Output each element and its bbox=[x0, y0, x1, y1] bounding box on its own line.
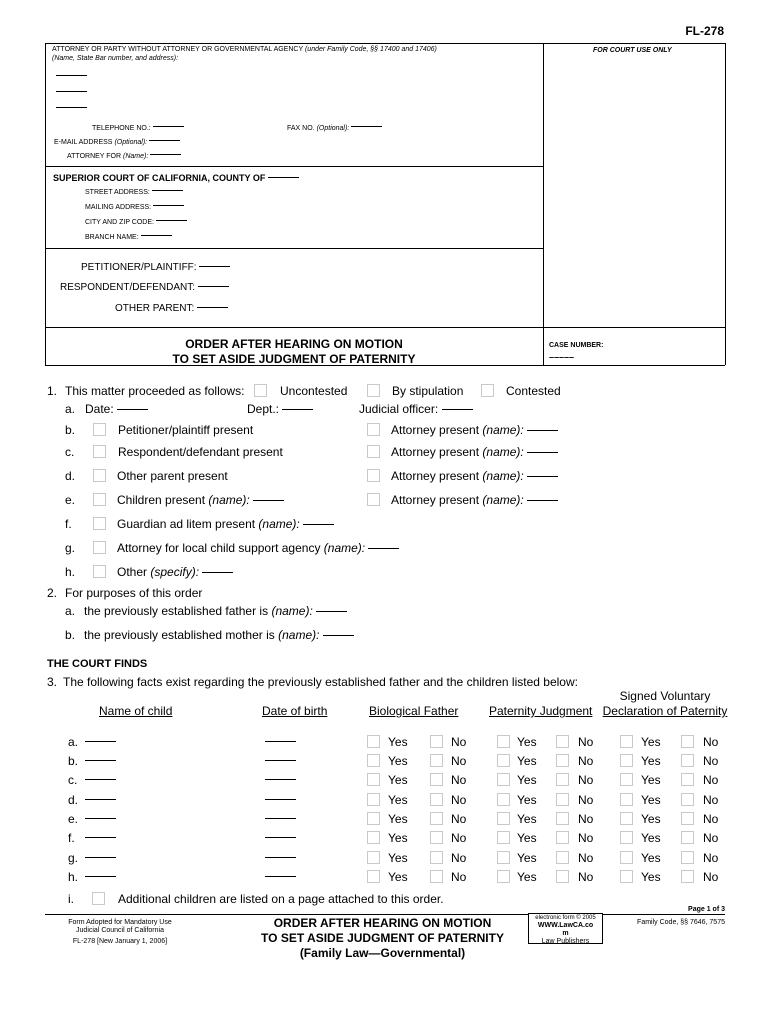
case-number-value[interactable]: ––––– bbox=[549, 352, 575, 362]
footer-title-2: TO SET ASIDE JUDGMENT OF PATERNITY bbox=[261, 931, 504, 945]
bio-no-checkbox[interactable] bbox=[430, 735, 443, 748]
child-name-input[interactable] bbox=[85, 741, 116, 742]
telephone-field[interactable]: TELEPHONE NO.: bbox=[92, 125, 184, 132]
col-paternity-judgment: Paternity Judgment bbox=[489, 704, 593, 718]
child-name-input[interactable] bbox=[85, 779, 116, 780]
item-1a-letter: a. bbox=[65, 402, 76, 416]
judgment-no-label: No bbox=[578, 870, 594, 884]
child-support-attorney-field[interactable]: Attorney for local child support agency (name): bbox=[117, 541, 399, 555]
other-parent-attorney-checkbox[interactable] bbox=[367, 469, 380, 482]
child-dob-input[interactable] bbox=[265, 876, 296, 877]
signed-yes-label: Yes bbox=[641, 793, 661, 807]
case-number-label: CASE NUMBER: bbox=[549, 342, 604, 349]
bio-no-label: No bbox=[451, 870, 467, 884]
child-support-attorney-checkbox[interactable] bbox=[93, 541, 106, 554]
attorney-line-3[interactable] bbox=[56, 107, 87, 108]
signed-no-checkbox[interactable] bbox=[681, 773, 694, 786]
bio-no-label: No bbox=[451, 831, 467, 845]
judgment-yes-checkbox[interactable] bbox=[497, 793, 510, 806]
footer-adopted: Form Adopted for Mandatory Use bbox=[68, 919, 172, 926]
bio-no-label: No bbox=[451, 754, 467, 768]
bio-yes-label: Yes bbox=[388, 870, 408, 884]
respondent-attorney-checkbox[interactable] bbox=[367, 445, 380, 458]
judgment-yes-label: Yes bbox=[517, 773, 537, 787]
children-present-field[interactable]: Children present (name): bbox=[117, 493, 284, 507]
child-row-letter: h. bbox=[68, 870, 79, 884]
item-2-text: For purposes of this order bbox=[65, 586, 203, 600]
bio-no-label: No bbox=[451, 773, 467, 787]
additional-children-label: Additional children are listed on a page attached to this order. bbox=[118, 892, 444, 906]
established-mother-field[interactable]: the previously established mother is (name): bbox=[84, 628, 354, 642]
bio-no-checkbox[interactable] bbox=[430, 851, 443, 864]
form-title-line-2: TO SET ASIDE JUDGMENT OF PATERNITY bbox=[172, 352, 416, 366]
established-father-field[interactable]: the previously established father is (name): bbox=[84, 604, 347, 618]
bio-yes-label: Yes bbox=[388, 793, 408, 807]
bio-no-checkbox[interactable] bbox=[430, 812, 443, 825]
signed-no-checkbox[interactable] bbox=[681, 754, 694, 767]
child-dob-input[interactable] bbox=[265, 741, 296, 742]
attorney-line-2[interactable] bbox=[56, 91, 87, 92]
children-attorney-checkbox[interactable] bbox=[367, 493, 380, 506]
judgment-yes-checkbox[interactable] bbox=[497, 735, 510, 748]
judgment-no-label: No bbox=[578, 831, 594, 845]
uncontested-checkbox[interactable] bbox=[254, 384, 267, 397]
child-dob-input[interactable] bbox=[265, 857, 296, 858]
branch-name-field[interactable]: BRANCH NAME: bbox=[85, 234, 172, 241]
signed-yes-checkbox[interactable] bbox=[620, 831, 633, 844]
bio-yes-label: Yes bbox=[388, 773, 408, 787]
judgment-yes-label: Yes bbox=[517, 754, 537, 768]
judgment-yes-label: Yes bbox=[517, 812, 537, 826]
bio-yes-checkbox[interactable] bbox=[367, 831, 380, 844]
bio-yes-checkbox[interactable] bbox=[367, 793, 380, 806]
contested-label: Contested bbox=[506, 384, 561, 398]
judgment-yes-label: Yes bbox=[517, 870, 537, 884]
uncontested-label: Uncontested bbox=[280, 384, 348, 398]
form-number: FL-278 bbox=[685, 24, 724, 38]
item-3i-letter: i. bbox=[68, 892, 74, 906]
judgment-no-label: No bbox=[578, 851, 594, 865]
signed-yes-label: Yes bbox=[641, 773, 661, 787]
bio-no-checkbox[interactable] bbox=[430, 870, 443, 883]
child-row-letter: g. bbox=[68, 851, 79, 865]
bio-no-label: No bbox=[451, 735, 467, 749]
respondent-present-checkbox[interactable] bbox=[93, 445, 106, 458]
item-1d-letter: d. bbox=[65, 469, 76, 483]
child-row-letter: a. bbox=[68, 735, 79, 749]
bio-yes-checkbox[interactable] bbox=[367, 851, 380, 864]
child-dob-input[interactable] bbox=[265, 818, 296, 819]
item-1-number: 1. bbox=[47, 384, 58, 398]
child-dob-input[interactable] bbox=[265, 799, 296, 800]
judgment-no-label: No bbox=[578, 735, 594, 749]
col-signed-line-2: Declaration of Paternity bbox=[602, 704, 728, 718]
other-present-checkbox[interactable] bbox=[93, 565, 106, 578]
dept-field[interactable]: Dept.: bbox=[247, 402, 313, 416]
petitioner-field[interactable]: PETITIONER/PLAINTIFF: bbox=[81, 262, 230, 273]
signed-yes-label: Yes bbox=[641, 851, 661, 865]
footer-revision: FL-278 [New January 1, 2006] bbox=[72, 938, 168, 945]
child-name-input[interactable] bbox=[85, 857, 116, 858]
item-3-number: 3. bbox=[47, 675, 58, 689]
other-parent-present-label: Other parent present bbox=[117, 469, 228, 483]
bio-yes-label: Yes bbox=[388, 812, 408, 826]
bio-yes-checkbox[interactable] bbox=[367, 812, 380, 825]
bio-no-checkbox[interactable] bbox=[430, 754, 443, 767]
other-parent-attorney-field[interactable]: Attorney present (name): bbox=[391, 469, 558, 483]
signed-no-label: No bbox=[703, 851, 719, 865]
judgment-yes-checkbox[interactable] bbox=[497, 754, 510, 767]
signed-yes-label: Yes bbox=[641, 831, 661, 845]
child-row-letter: b. bbox=[68, 754, 79, 768]
respondent-field[interactable]: RESPONDENT/DEFENDANT: bbox=[60, 282, 229, 293]
item-2a-letter: a. bbox=[65, 604, 76, 618]
court-title[interactable]: SUPERIOR COURT OF CALIFORNIA, COUNTY OF bbox=[53, 173, 299, 183]
child-row-letter: c. bbox=[68, 773, 78, 787]
item-1b-letter: b. bbox=[65, 423, 76, 437]
footer-code: Family Code, §§ 7646, 7575 bbox=[637, 919, 725, 926]
signed-yes-label: Yes bbox=[641, 870, 661, 884]
guardian-present-field[interactable]: Guardian ad litem present (name): bbox=[117, 517, 334, 531]
child-row-letter: d. bbox=[68, 793, 79, 807]
judgment-yes-label: Yes bbox=[517, 735, 537, 749]
petitioner-attorney-field[interactable]: Attorney present (name): bbox=[391, 423, 558, 437]
bio-yes-label: Yes bbox=[388, 851, 408, 865]
bio-no-checkbox[interactable] bbox=[430, 773, 443, 786]
stipulation-label: By stipulation bbox=[392, 384, 464, 398]
col-signed-line-1: Signed Voluntary bbox=[619, 689, 711, 703]
judgment-yes-checkbox[interactable] bbox=[497, 851, 510, 864]
judgment-no-label: No bbox=[578, 773, 594, 787]
contested-checkbox[interactable] bbox=[481, 384, 494, 397]
page-number: Page 1 of 3 bbox=[688, 906, 725, 913]
publisher-stamp: electronic form © 2005 WWW.LawCA.co m bbox=[528, 913, 603, 944]
child-name-input[interactable] bbox=[85, 799, 116, 800]
col-biological-father: Biological Father bbox=[369, 704, 459, 718]
child-name-input[interactable] bbox=[85, 760, 116, 761]
footer-divider bbox=[45, 914, 725, 915]
bio-no-label: No bbox=[451, 812, 467, 826]
other-present-field[interactable]: Other (specify): bbox=[117, 565, 233, 579]
publisher-name: Law Publishers bbox=[541, 938, 590, 945]
other-parent-present-checkbox[interactable] bbox=[93, 469, 106, 482]
bio-yes-checkbox[interactable] bbox=[367, 754, 380, 767]
signed-no-label: No bbox=[703, 831, 719, 845]
judgment-yes-checkbox[interactable] bbox=[497, 831, 510, 844]
bio-yes-label: Yes bbox=[388, 735, 408, 749]
signed-yes-checkbox[interactable] bbox=[620, 851, 633, 864]
court-use-label: FOR COURT USE ONLY bbox=[593, 47, 672, 54]
attorney-label: ATTORNEY OR PARTY WITHOUT ATTORNEY OR GOVERNMENTAL AGENCY (under Family Code, §§ 17400 and 17406) bbox=[52, 46, 437, 53]
form-title-line-1: ORDER AFTER HEARING ON MOTION bbox=[185, 337, 403, 351]
signed-no-label: No bbox=[703, 812, 719, 826]
email-field[interactable]: E-MAIL ADDRESS (Optional): bbox=[54, 139, 180, 146]
additional-children-checkbox[interactable] bbox=[92, 892, 105, 905]
respondent-attorney-field[interactable]: Attorney present (name): bbox=[391, 445, 558, 459]
signed-no-checkbox[interactable] bbox=[681, 870, 694, 883]
col-name-of-child: Name of child bbox=[99, 704, 173, 718]
signed-no-checkbox[interactable] bbox=[681, 831, 694, 844]
child-row-letter: e. bbox=[68, 812, 79, 826]
judgment-no-checkbox[interactable] bbox=[556, 812, 569, 825]
item-1c-letter: c. bbox=[65, 445, 75, 459]
bio-yes-checkbox[interactable] bbox=[367, 870, 380, 883]
signed-yes-checkbox[interactable] bbox=[620, 754, 633, 767]
signed-yes-checkbox[interactable] bbox=[620, 773, 633, 786]
signed-no-checkbox[interactable] bbox=[681, 793, 694, 806]
judgment-yes-checkbox[interactable] bbox=[497, 870, 510, 883]
judgment-no-label: No bbox=[578, 793, 594, 807]
signed-yes-label: Yes bbox=[641, 754, 661, 768]
respondent-present-label: Respondent/defendant present bbox=[118, 445, 283, 459]
bio-yes-checkbox[interactable] bbox=[367, 773, 380, 786]
footer-council: Judicial Council of California bbox=[76, 927, 164, 934]
col-date-of-birth: Date of birth bbox=[262, 704, 328, 718]
bio-no-label: No bbox=[451, 851, 467, 865]
footer-title-3: (Family Law—Governmental) bbox=[299, 946, 466, 960]
judgment-no-checkbox[interactable] bbox=[556, 773, 569, 786]
item-1h-letter: h. bbox=[65, 565, 76, 579]
signed-yes-label: Yes bbox=[641, 735, 661, 749]
judicial-officer-field[interactable]: Judicial officer: bbox=[359, 402, 473, 416]
judgment-yes-checkbox[interactable] bbox=[497, 812, 510, 825]
judgment-yes-label: Yes bbox=[517, 831, 537, 845]
bio-no-label: No bbox=[451, 793, 467, 807]
judgment-yes-label: Yes bbox=[517, 793, 537, 807]
mailing-address-field[interactable]: MAILING ADDRESS: bbox=[85, 204, 184, 211]
signed-yes-checkbox[interactable] bbox=[620, 812, 633, 825]
signed-yes-checkbox[interactable] bbox=[620, 793, 633, 806]
child-name-input[interactable] bbox=[85, 876, 116, 877]
hearing-date-field[interactable]: Date: bbox=[85, 402, 148, 416]
signed-no-checkbox[interactable] bbox=[681, 851, 694, 864]
signed-yes-checkbox[interactable] bbox=[620, 735, 633, 748]
fax-field[interactable]: FAX NO. (Optional): bbox=[287, 125, 382, 132]
bio-yes-label: Yes bbox=[388, 754, 408, 768]
other-parent-field[interactable]: OTHER PARENT: bbox=[115, 303, 228, 314]
item-1f-letter: f. bbox=[65, 517, 72, 531]
children-present-checkbox[interactable] bbox=[93, 493, 106, 506]
bio-no-checkbox[interactable] bbox=[430, 831, 443, 844]
item-3-text: The following facts exist regarding the previously established father and the children listed below: bbox=[63, 675, 578, 689]
attorney-for-field[interactable]: ATTORNEY FOR (Name): bbox=[67, 153, 181, 160]
judgment-no-checkbox[interactable] bbox=[556, 754, 569, 767]
item-2-number: 2. bbox=[47, 586, 58, 600]
judgment-no-label: No bbox=[578, 754, 594, 768]
judgment-no-checkbox[interactable] bbox=[556, 851, 569, 864]
signed-no-label: No bbox=[703, 870, 719, 884]
signed-no-label: No bbox=[703, 735, 719, 749]
judgment-no-checkbox[interactable] bbox=[556, 870, 569, 883]
signed-yes-label: Yes bbox=[641, 812, 661, 826]
bio-no-checkbox[interactable] bbox=[430, 793, 443, 806]
child-dob-input[interactable] bbox=[265, 779, 296, 780]
street-address-field[interactable]: STREET ADDRESS: bbox=[85, 189, 183, 196]
court-finds-heading: THE COURT FINDS bbox=[47, 658, 148, 670]
bio-yes-label: Yes bbox=[388, 831, 408, 845]
attorney-sub-label: (Name, State Bar number, and address): bbox=[52, 55, 179, 62]
attorney-line-1[interactable] bbox=[56, 75, 87, 76]
petitioner-attorney-checkbox[interactable] bbox=[367, 423, 380, 436]
guardian-present-checkbox[interactable] bbox=[93, 517, 106, 530]
child-name-input[interactable] bbox=[85, 837, 116, 838]
petitioner-present-checkbox[interactable] bbox=[93, 423, 106, 436]
child-dob-input[interactable] bbox=[265, 837, 296, 838]
signed-no-label: No bbox=[703, 773, 719, 787]
item-1g-letter: g. bbox=[65, 541, 76, 555]
footer-title-1: ORDER AFTER HEARING ON MOTION bbox=[273, 916, 492, 930]
item-1e-letter: e. bbox=[65, 493, 76, 507]
item-2b-letter: b. bbox=[65, 628, 76, 642]
judgment-yes-label: Yes bbox=[517, 851, 537, 865]
city-zip-field[interactable]: CITY AND ZIP CODE: bbox=[85, 219, 187, 226]
signed-no-checkbox[interactable] bbox=[681, 812, 694, 825]
petitioner-present-label: Petitioner/plaintiff present bbox=[118, 423, 254, 437]
judgment-yes-checkbox[interactable] bbox=[497, 773, 510, 786]
children-attorney-field[interactable]: Attorney present (name): bbox=[391, 493, 558, 507]
judgment-no-checkbox[interactable] bbox=[556, 793, 569, 806]
child-dob-input[interactable] bbox=[265, 760, 296, 761]
child-name-input[interactable] bbox=[85, 818, 116, 819]
signed-no-label: No bbox=[703, 793, 719, 807]
item-1-text: This matter proceeded as follows: bbox=[65, 384, 245, 398]
signed-no-checkbox[interactable] bbox=[681, 735, 694, 748]
child-row-letter: f. bbox=[68, 831, 75, 845]
judgment-no-checkbox[interactable] bbox=[556, 735, 569, 748]
judgment-no-checkbox[interactable] bbox=[556, 831, 569, 844]
judgment-no-label: No bbox=[578, 812, 594, 826]
signed-yes-checkbox[interactable] bbox=[620, 870, 633, 883]
stipulation-checkbox[interactable] bbox=[367, 384, 380, 397]
signed-no-label: No bbox=[703, 754, 719, 768]
bio-yes-checkbox[interactable] bbox=[367, 735, 380, 748]
